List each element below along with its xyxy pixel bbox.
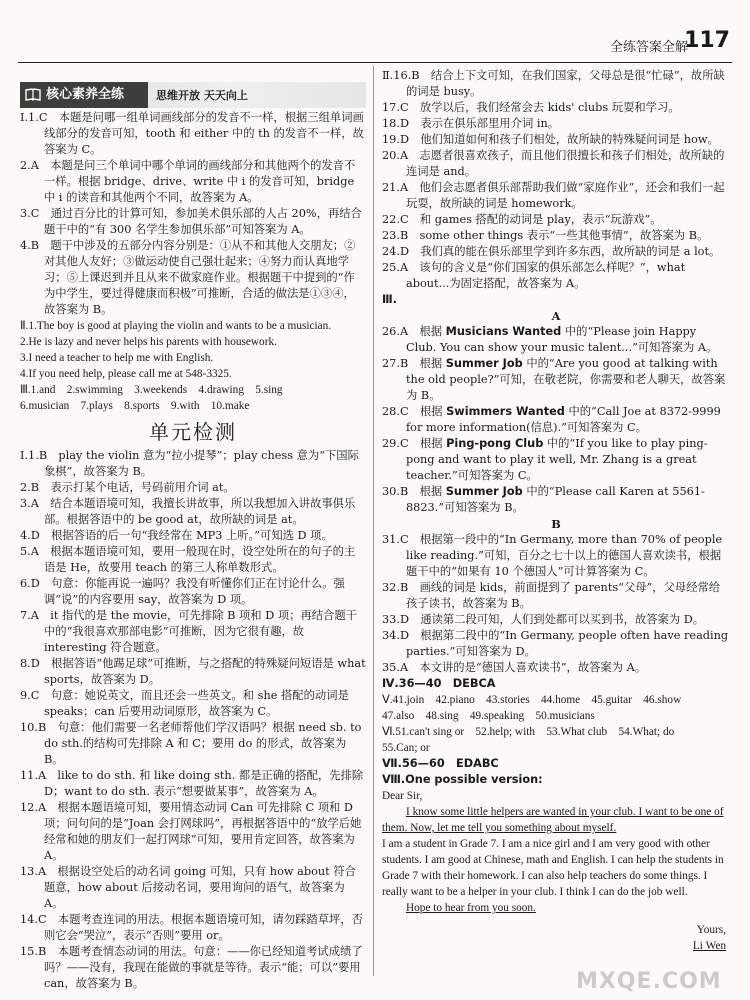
section-iv: Ⅳ.36—40 DEBCA [382, 677, 496, 690]
header-rule [18, 62, 732, 63]
answer-item [382, 436, 730, 484]
answer-item: 10.B 句意：他们需要一名老师帮他们学汉语吗？根据 need sb. to do sth.的结构可先排除 A 和 C；要用 do 的形式，故答案为 B。 [20, 721, 362, 766]
answer-item: 5.A 根据本题语境可知，要用一般现在时，设空处所在的句子的主语是 He，故要用 teach 的第三人称单数形式。 [20, 545, 356, 574]
answer-item: 18.D 表示在俱乐部里用介词 in。 [382, 117, 560, 130]
column-divider [373, 66, 374, 976]
section-vii: Ⅶ.56—60 EDABC [382, 757, 499, 770]
unit-test-title: 单元检测 [149, 420, 237, 444]
answer-num: 29.C [382, 437, 409, 450]
answer-item: 21.A 他们会志愿者俱乐部帮助我们做“家庭作业”，还会和我们一起玩耍，故所缺的词是 homework。 [382, 181, 725, 210]
letter-closing: Hope to hear from you soon. [406, 902, 536, 914]
banner-title: 核心素养全练 [46, 87, 125, 102]
answer-item: 31.C 根据第一段中的“In Germany, more than 70% of people like reading.”可知，百分之七十以上的德国人喜欢读书，根据题干中的“如果有 10 个德国人”可计算答案为 C。 [382, 533, 723, 578]
answer-item: 3.A 结合本题语境可知，我擅长讲故事，所以我想加入讲故事俱乐部。根据答语中的 be good at，故所缺的词是 at。 [20, 497, 356, 526]
answer-item: 25.A 该句的含义是“你们国家的俱乐部怎么样呢？”，what about...为固定搭配，故答案为 A。 [382, 261, 686, 290]
answer-item: 22.C 和 games 搭配的动词是 play，表示“玩游戏”。 [382, 213, 662, 226]
answer-pre: 根据 [419, 357, 446, 370]
answer-post: 中的“Call Joe at 8372-9999 for more information(信息).”可知答案为 C。 [406, 405, 721, 434]
page-header [0, 0, 750, 58]
section-viii: Ⅷ.One possible version: [382, 773, 543, 786]
answer-post: 中的“Please call Karen at 5561-8823.”可知答案为 B。 [406, 485, 705, 514]
answer-row: Ⅵ.51.can't sing or 52.help; with 53.What club 54.What; do [382, 726, 675, 738]
answer-num: 27.B [382, 357, 409, 370]
book-icon [24, 86, 42, 104]
watermark [576, 914, 736, 994]
answer-item: Ⅰ.1.C 本题是问哪一组单词画线部分的发音不一样，根据三组单词画线部分的发音可知，tooth 和 either 中的 th 的发音不一样，故答案为 C。 [20, 111, 364, 156]
answer-item: 3.I need a teacher to help me with English. [20, 352, 214, 364]
answer-item: Ⅰ.1.B play the violin 意为“拉小提琴”；play chess 意为“下国际象棋”，故答案为 B。 [20, 449, 359, 478]
answer-pre: 根据 [419, 325, 446, 338]
answer-num: 28.C [382, 405, 409, 418]
answer-item: 17.C 放学以后，我们经常会去 kids' clubs 玩耍和学习。 [382, 101, 680, 114]
answer-row: 47.also 48.sing 49.speaking 50.musicians [382, 710, 595, 722]
part-b-label: B [551, 517, 561, 531]
answer-item: 2.He is lazy and never helps his parents with housework. [20, 336, 277, 348]
answer-item: 15.B 本题考查情态动词的用法。句意：——你已经知道考试成绩了吗？——没有，我现在能做的事就是等待。表示“能；可以”要用 can，故答案为 B。 [20, 945, 363, 990]
answer-item: 24.D 我们真的能在俱乐部里学到许多东西，故所缺的词是 a lot。 [382, 245, 721, 258]
answer-item: 11.A like to do sth. 和 like doing sth. 都是正确的搭配，先排除 D；want to do sth. 表示“想要做某事”，故答案为 A。 [20, 769, 364, 798]
banner-box [20, 82, 148, 108]
answer-item: 4.If you need help, please call me at 548-3325. [20, 368, 232, 380]
ad-title: Musicians Wanted [445, 325, 562, 338]
letter-body: I am a student in Grade 7. I am a nice girl and I am very good with other students. I am good at Chinese, math and English. I can help the students in Grade 7 with their homework. I can also help teachers do some things. I really want to be a helper in your club. I think I can do the job well. [382, 838, 724, 898]
answer-item [382, 324, 730, 356]
answer-row: 55.Can; or [382, 742, 430, 754]
answer-item: 19.D 他们知道如何和孩子们相处，故所缺的特殊疑问词是 how。 [382, 133, 719, 146]
running-title: 全练答案全解 [609, 40, 688, 55]
answer-item: 9.C 句意：她说英文，而且还会一些英文。和 she 搭配的动词是 speaks；can 后要用动词原形，故答案为 C。 [20, 689, 349, 718]
answer-row: Ⅲ.1.and 2.swimming 3.weekends 4.drawing 5.sing [20, 384, 283, 396]
answer-post: 中的“Please join Happy Club. You can show your music talent...”可知答案为 A。 [406, 325, 718, 354]
right-column [382, 68, 730, 954]
letter-greeting: Dear Sir, [382, 790, 423, 802]
letter-intro: I know some little helpers are wanted in your club. I want to be one of them. Now, let me tell you something about myself. [382, 806, 724, 834]
answer-item: 6.D 句意：你能再说一遍吗？我没有听懂你们正在讨论什么。强调“说”的内容要用 say，故答案为 D 项。 [20, 577, 345, 606]
watermark-text: MXQE.COM [576, 969, 722, 994]
answer-row: 6.musician 7.plays 8.sports 9.with 10.make [20, 400, 250, 412]
answer-item: 2.A 本题是问三个单词中哪个单词的画线部分和其他两个的发音不一样。根据 bridge、drive、write 中 i 的发音可知，bridge 中 i 的读音和其他两个不同，故答案为 A。 [20, 159, 356, 204]
answer-item: 34.D 根据第二段中的“In Germany, people often have reading parties.”可知答案为 D。 [382, 629, 729, 658]
answer-item [382, 484, 730, 516]
answer-row: Ⅴ.41.join 42.piano 43.stories 44.home 45.guitar 46.show [382, 694, 682, 706]
banner-subtitle: 思维开放 天天向上 [156, 89, 248, 102]
page-number: 117 [684, 28, 730, 53]
answer-num: 26.A [382, 325, 409, 338]
letter-name: Li Wen [692, 940, 726, 952]
letter-signoff: Yours, [696, 924, 726, 936]
answer-item: Ⅱ.1.The boy is good at playing the violin and wants to be a musician. [20, 320, 332, 332]
answer-item: 8.D 根据答语“他踢足球”可推断，与之搭配的特殊疑问短语是 what sports，故答案为 D。 [20, 657, 366, 686]
answer-item: 32.B 画线的词是 kids，前面提到了 parents“父母”，父母经常给孩子读书，故答案为 B。 [382, 581, 721, 610]
answer-num: 30.B [382, 485, 409, 498]
ad-title: Ping-pong Club [446, 437, 544, 450]
answer-item [382, 356, 730, 404]
answer-pre: 根据 [419, 405, 447, 418]
left-column [20, 68, 366, 992]
ad-title: Swimmers Wanted [446, 405, 565, 418]
answer-item: Ⅱ.16.B 结合上下文可知，在我们国家，父母总是很“忙碌”，故所缺的词是 busy。 [382, 69, 725, 98]
answer-item: 4.B 题干中涉及的五部分内容分别是：①从不和其他人交朋友；②对其他人友好；③做运动使自己强壮起来；④努力而认真地学习；⑤上课迟到并且从来不做家庭作业。根据题干中提到的“作为中学生，要过得健康而积极”可推断，合适的做法是①③④，故答案为 B。 [20, 239, 356, 316]
answer-item: 3.C 通过百分比的计算可知，参加美术俱乐部的人占 20%，再结合题干中的“有 300 名学生参加俱乐部”可知答案为 A。 [20, 207, 362, 236]
answer-pre: 根据 [419, 485, 446, 498]
answer-item: 33.D 通读第二段可知，人们到处都可以买到书，故答案为 D。 [382, 613, 705, 626]
answer-item: 20.A 志愿者很喜欢孩子，而且他们很擅长和孩子们相处，故所缺的连词是 and。 [382, 149, 725, 178]
answer-item: 2.B 表示打某个电话，号码前用介词 at。 [20, 481, 235, 494]
answer-item: 7.A it 指代的是 the movie，可先排除 B 项和 D 项；再结合题干中的“我很喜欢那部电影”可推断，因为它很有趣，故 interesting 符合题意。 [20, 609, 357, 654]
section-label: Ⅲ. [382, 293, 397, 306]
part-a-label: A [551, 309, 561, 323]
answer-post: 中的“Are you good at talking with the old people?”可知，在敬老院，你需要和老人聊天，故答案为 B。 [406, 357, 726, 402]
answer-item: 23.B some other things 表示“一些其他事情”，故答案为 B。 [382, 229, 709, 242]
answer-pre: 根据 [419, 437, 447, 450]
answer-item: 12.A 根据本题语境可知，要用情态动词 Can 可先排除 C 项和 D 项；问句问的是“Joan 会打网球吗”，再根据答语中的“放学后她经常和她的朋友们一起打网球”可知，要用肯定回答，故答案为 A。 [20, 801, 362, 862]
ad-title: Summer Job [445, 357, 523, 370]
section-banner [20, 82, 366, 108]
answer-item [382, 404, 730, 436]
answer-item: 35.A 本文讲的是“德国人喜欢读书”，故答案为 A。 [382, 661, 647, 674]
answer-item: 14.C 本题考查连词的用法。根据本题语境可知，请勿踩踏草坪，否则它会“哭泣”，表示“否则”要用 or。 [20, 913, 363, 942]
answer-item: 13.A 根据设空处后的动名词 going 可知，只有 how about 符合题意，how about 后接动名词，要用询问的语气，故答案为 A。 [20, 865, 356, 910]
answer-post: 中的“If you like to play ping-pong and want to play it well, Mr. Zhang is a great teacher.”可知答案为 C。 [406, 437, 708, 482]
ad-title: Summer Job [445, 485, 523, 498]
answer-item: 4.D 根据答语的后一句“我经常在 MP3 上听。”可知选 D 项。 [20, 529, 333, 542]
